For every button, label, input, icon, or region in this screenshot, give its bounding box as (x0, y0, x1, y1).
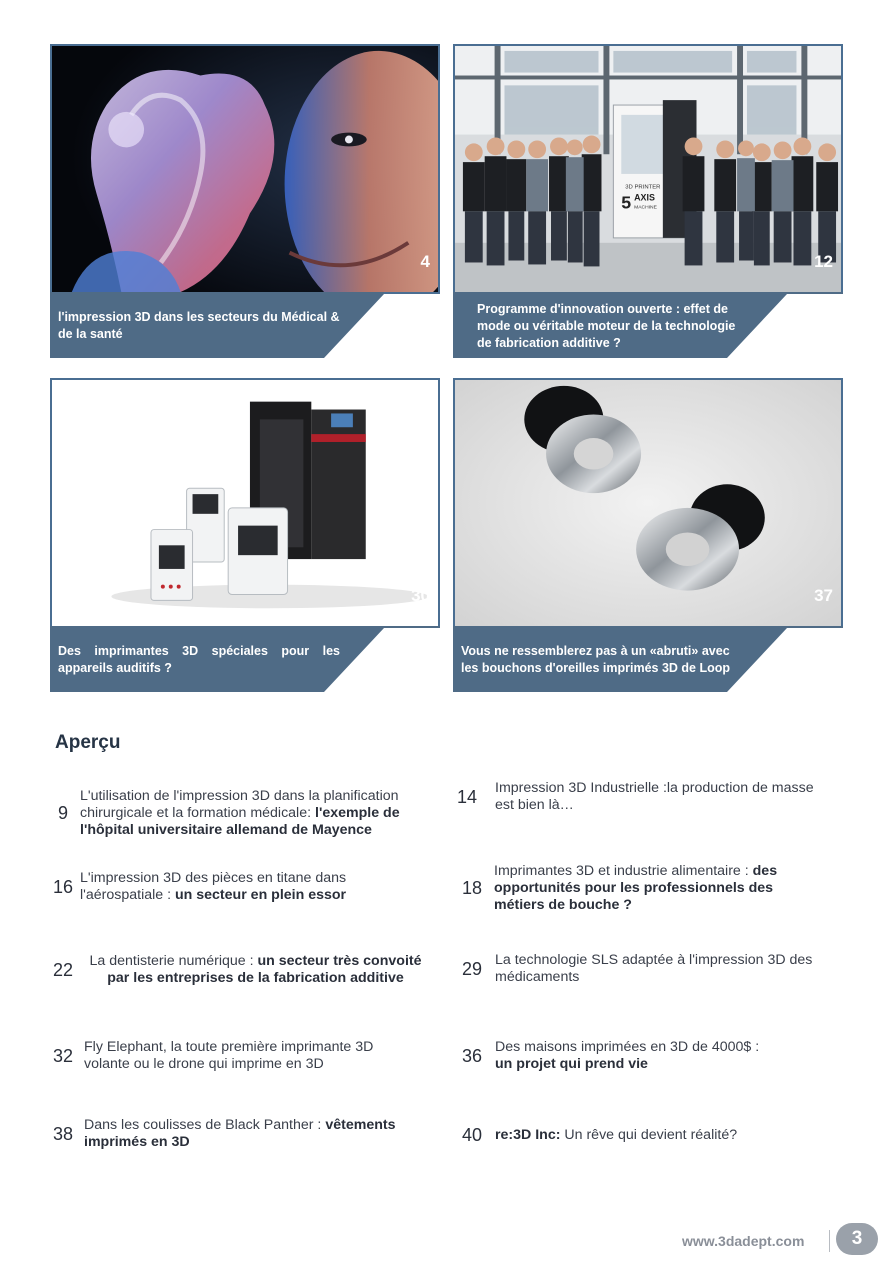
machine-label-line2: AXIS (634, 192, 655, 203)
apercu-heading: Aperçu (55, 732, 121, 753)
toc-page-number: 32 (52, 1045, 74, 1066)
toc-title: Dans les coulisses de Black Panther : vêtements imprimés en 3D (84, 1117, 396, 1150)
toc-entry[interactable] (455, 1039, 840, 1073)
toc-title: Imprimantes 3D et industrie alimentaire : des opportunités pour les professionnels des métiers de bouche ? (494, 863, 778, 913)
toc-entry[interactable] (455, 1125, 840, 1146)
toc-title: La dentisterie numérique : un secteur très convoité par les entreprises de la fabrication additive (89, 953, 422, 986)
toc-page-number: 38 (52, 1123, 74, 1144)
toc-entry[interactable] (455, 863, 840, 914)
toc-title: Des maisons imprimées en 3D de 4000$ : un projet qui prend vie (495, 1039, 760, 1072)
toc-page-number: 29 (461, 958, 483, 979)
toc-page-number: 18 (461, 878, 483, 898)
card-caption: Programme d'innovation ouverte : effet de mode ou véritable moteur de la technologie de fabrication additive ? (477, 301, 736, 350)
card-caption-banner[interactable] (50, 626, 440, 692)
toc-title: La technologie SLS adaptée à l'impression 3D des médicaments (495, 952, 813, 985)
toc-entry[interactable] (46, 870, 431, 904)
toc-page-number: 16 (52, 876, 74, 897)
card-caption: Des imprimantes 3D spéciales pour les appareils auditifs ? (58, 644, 340, 675)
group-photo (453, 44, 843, 294)
toc-page-number: 40 (461, 1125, 483, 1145)
toc-entry[interactable] (46, 788, 431, 839)
card-page-number: 30 (411, 586, 430, 605)
article-card-open-innovation[interactable] (453, 44, 843, 360)
article-card-hearing-aid-printers[interactable] (50, 378, 440, 694)
toc-title: L'utilisation de l'impression 3D dans la planification chirurgicale et la formation médicale: l'exemple de l'hôpital universitaire allemand de Mayence (80, 788, 400, 838)
page-number-badge: 3 (836, 1223, 878, 1255)
card-page-number: 12 (814, 252, 833, 271)
toc-page-number: 22 (52, 959, 74, 980)
toc-title: L'impression 3D des pièces en titane dans l'aérospatiale : un secteur en plein essor (80, 870, 347, 903)
toc-page-number: 9 (57, 803, 68, 823)
footer-divider (829, 1230, 830, 1252)
toc-title: Impression 3D Industrielle :la production de masse est bien là… (495, 780, 814, 813)
toc-title: Fly Elephant, la toute première imprimante 3D volante ou le drone qui imprime en 3D (84, 1039, 374, 1072)
toc-page-number: 36 (461, 1045, 483, 1066)
earplugs-photo (453, 378, 843, 628)
footer-website[interactable]: www.3dadept.com (682, 1233, 805, 1249)
card-caption-banner[interactable] (453, 292, 843, 358)
toc-entry[interactable] (46, 1039, 431, 1073)
machine-label-line1: 3D PRINTER (625, 184, 661, 191)
article-card-loop-earplugs[interactable] (453, 378, 843, 694)
card-caption-banner[interactable] (50, 292, 440, 358)
article-card-medical[interactable] (50, 44, 440, 360)
card-caption: Vous ne ressemblerez pas à un «abruti» avec les bouchons d'oreilles imprimés 3D de Loop (461, 644, 731, 675)
toc-entry[interactable] (455, 952, 840, 986)
medical-heart-photo (50, 44, 440, 294)
toc-entry[interactable] (46, 953, 431, 987)
toc-page-number: 14 (456, 786, 478, 807)
toc-entry[interactable] (46, 1117, 431, 1151)
machine-label-digit: 5 (621, 192, 632, 213)
toc-title: re:3D Inc: Un rêve qui devient réalité? (495, 1127, 738, 1143)
printers-photo (50, 378, 440, 628)
toc-entry[interactable] (450, 780, 835, 814)
machine-label-line3: MACHINE (634, 205, 657, 211)
card-caption: l'impression 3D dans les secteurs du Médical & de la santé (58, 310, 340, 341)
card-page-number: 37 (814, 586, 833, 605)
card-caption-banner[interactable] (453, 626, 843, 692)
card-page-number: 4 (420, 252, 430, 271)
